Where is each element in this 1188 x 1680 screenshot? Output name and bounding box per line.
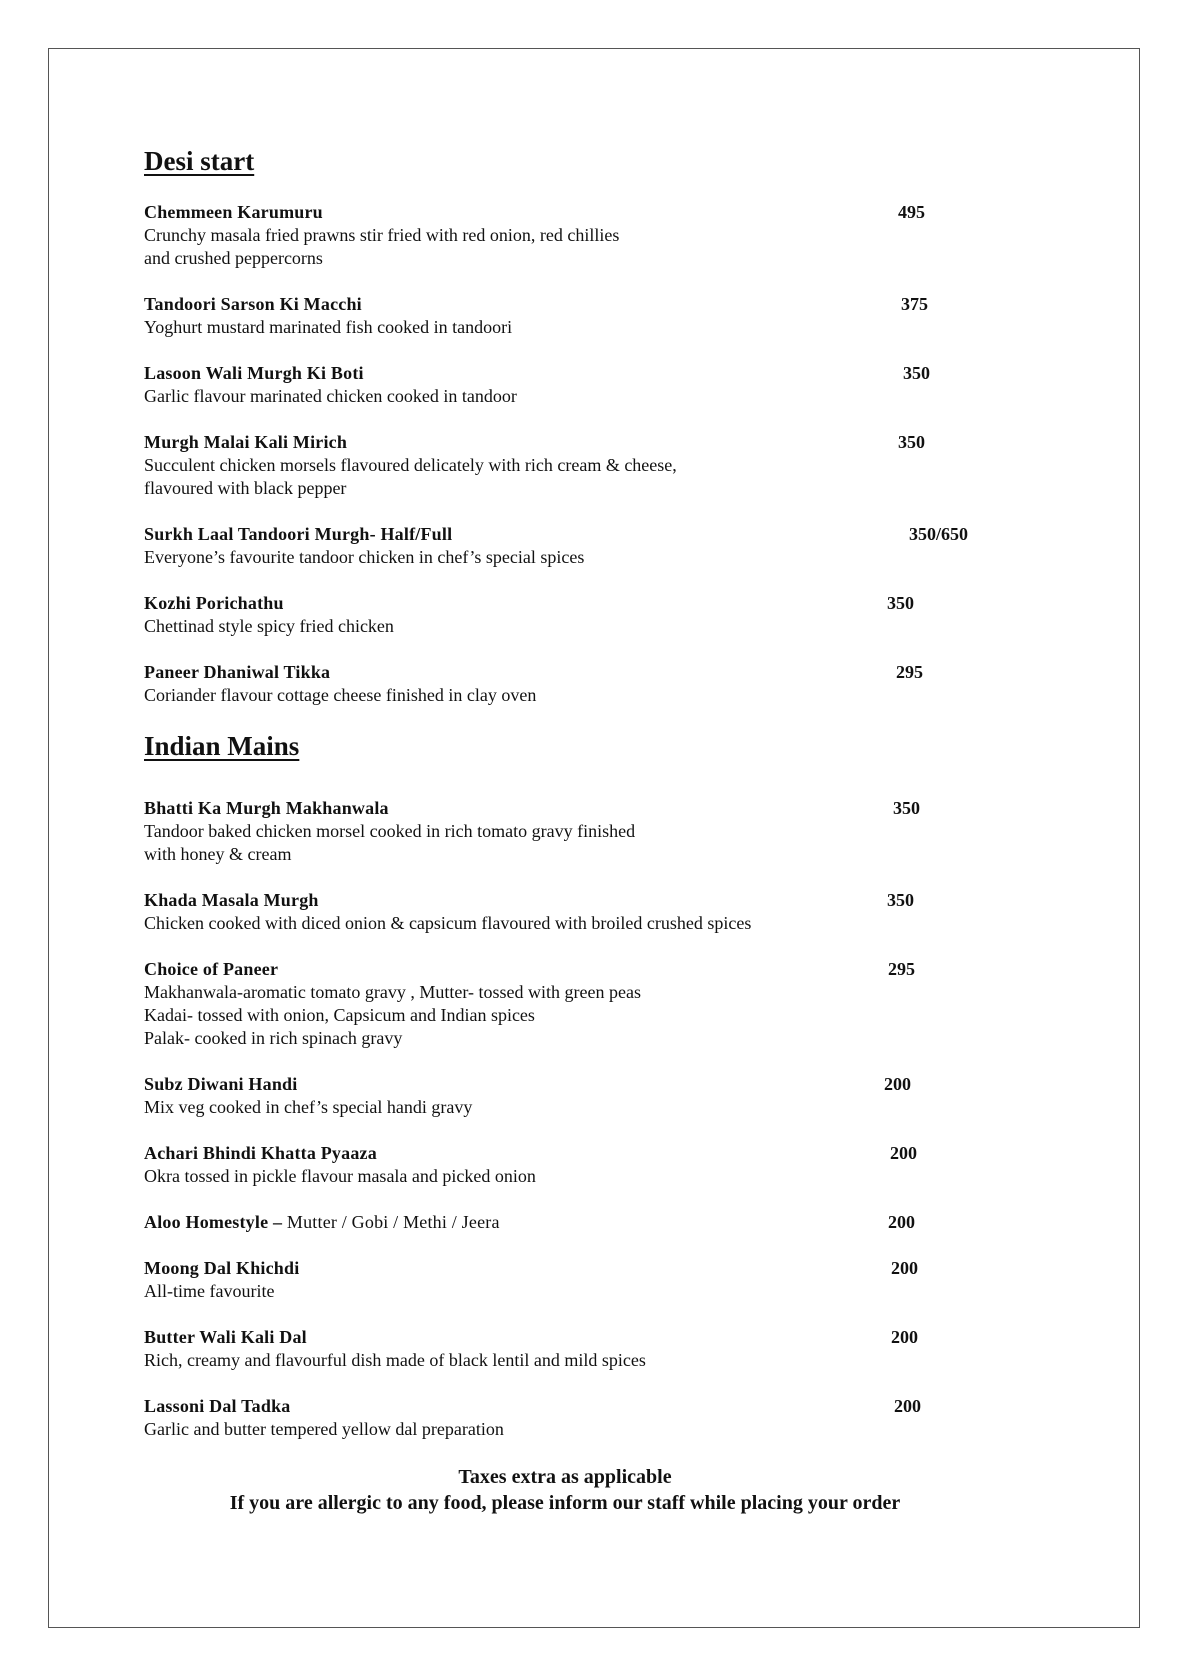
item-price: 350/650 xyxy=(909,524,969,544)
item-name: Moong Dal Khichdi xyxy=(144,1258,300,1278)
menu-item xyxy=(144,592,1044,638)
footer-taxes-note: Taxes extra as applicable xyxy=(458,1466,672,1488)
item-desc: Everyone’s favourite tandoor chicken in chef’s special spices xyxy=(144,547,585,567)
menu-item xyxy=(144,1142,1044,1188)
menu-item xyxy=(144,1257,1044,1303)
item-price: 350 xyxy=(893,798,920,818)
menu-item xyxy=(144,1211,1044,1234)
item-desc: and crushed peppercorns xyxy=(144,248,323,268)
item-desc: Kadai- tossed with onion, Capsicum and Indian spices xyxy=(144,1005,535,1025)
menu-item xyxy=(144,1395,1044,1441)
item-desc: All-time favourite xyxy=(144,1281,275,1301)
menu-item xyxy=(144,889,1044,935)
menu-item xyxy=(144,797,1044,866)
item-name: Surkh Laal Tandoori Murgh- Half/Full xyxy=(144,524,453,544)
item-name: Lasoon Wali Murgh Ki Boti xyxy=(144,363,364,383)
item-desc: Crunchy masala fried prawns stir fried with red onion, red chillies xyxy=(144,225,620,245)
item-name: Achari Bhindi Khatta Pyaaza xyxy=(144,1143,377,1163)
item-name: Bhatti Ka Murgh Makhanwala xyxy=(144,798,389,818)
item-name: Paneer Dhaniwal Tikka xyxy=(144,662,331,682)
item-price: 350 xyxy=(887,593,914,613)
item-name: Choice of Paneer xyxy=(144,959,279,979)
item-desc: Succulent chicken morsels flavoured delicately with rich cream & cheese, xyxy=(144,455,677,475)
item-price: 495 xyxy=(898,202,925,222)
menu-item xyxy=(144,431,1044,500)
item-name: Subz Diwani Handi xyxy=(144,1074,298,1094)
menu-item xyxy=(144,958,1044,1050)
item-name: Khada Masala Murgh xyxy=(144,890,319,910)
item-price: 350 xyxy=(898,432,925,452)
item-name: Butter Wali Kali Dal xyxy=(144,1327,307,1347)
item-name: Kozhi Porichathu xyxy=(144,593,284,613)
item-price: 295 xyxy=(896,662,923,682)
item-desc: with honey & cream xyxy=(144,844,292,864)
item-name: Tandoori Sarson Ki Macchi xyxy=(144,294,362,314)
menu-item xyxy=(144,523,1044,569)
item-name: Murgh Malai Kali Mirich xyxy=(144,432,348,452)
item-desc: Rich, creamy and flavourful dish made of black lentil and mild spices xyxy=(144,1350,646,1370)
item-price: 295 xyxy=(888,959,915,979)
item-price: 200 xyxy=(884,1074,911,1094)
item-desc: Mix veg cooked in chef’s special handi gravy xyxy=(144,1097,473,1117)
menu-item xyxy=(144,1073,1044,1119)
item-desc: Coriander flavour cottage cheese finished in clay oven xyxy=(144,685,537,705)
item-desc: Garlic and butter tempered yellow dal preparation xyxy=(144,1419,504,1439)
item-price: 350 xyxy=(903,363,930,383)
section-title-indian-mains: Indian Mains xyxy=(144,731,300,761)
item-desc: Yoghurt mustard marinated fish cooked in tandoori xyxy=(144,317,513,337)
menu-item xyxy=(144,293,1044,339)
item-desc: Garlic flavour marinated chicken cooked in tandoor xyxy=(144,386,517,406)
item-name: Chemmeen Karumuru xyxy=(144,202,323,222)
item-price: 350 xyxy=(887,890,914,910)
item-price: 200 xyxy=(888,1212,915,1232)
item-desc: Palak- cooked in rich spinach gravy xyxy=(144,1028,403,1048)
footer-allergy-note: If you are allergic to any food, please inform our staff while placing your order xyxy=(229,1492,901,1514)
menu-item xyxy=(144,201,1044,270)
menu-item xyxy=(144,1326,1044,1372)
item-price: 375 xyxy=(901,294,928,314)
item-name: Lassoni Dal Tadka xyxy=(144,1396,291,1416)
section-title-desi-start: Desi start xyxy=(144,146,255,176)
item-options: Mutter / Gobi / Methi / Jeera xyxy=(282,1212,500,1232)
item-desc: Makhanwala-aromatic tomato gravy , Mutter- tossed with green peas xyxy=(144,982,641,1002)
item-price: 200 xyxy=(891,1327,918,1347)
item-price: 200 xyxy=(890,1143,917,1163)
item-desc: Chicken cooked with diced onion & capsicum flavoured with broiled crushed spices xyxy=(144,913,752,933)
item-desc: Tandoor baked chicken morsel cooked in rich tomato gravy finished xyxy=(144,821,636,841)
menu-item xyxy=(144,362,1044,408)
item-price: 200 xyxy=(891,1258,918,1278)
item-desc: Okra tossed in pickle flavour masala and picked onion xyxy=(144,1166,536,1186)
item-desc: Chettinad style spicy fried chicken xyxy=(144,616,394,636)
menu-item xyxy=(144,661,1044,707)
item-desc: flavoured with black pepper xyxy=(144,478,347,498)
item-price: 200 xyxy=(894,1396,921,1416)
item-name: Aloo Homestyle – xyxy=(144,1212,283,1232)
